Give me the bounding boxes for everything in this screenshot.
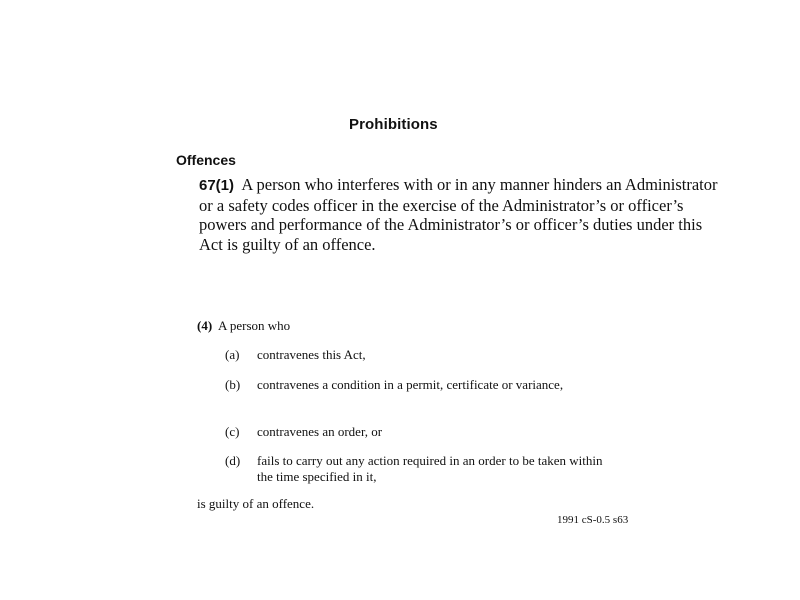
clause-text: contravenes this Act, [257,347,366,362]
clause-label: (a) [225,347,240,362]
clause-text: fails to carry out any action required in an order to be taken within the time specified in it, [257,453,603,484]
clause-label: (b) [225,377,241,392]
clause-text: contravenes an order, or [257,424,383,439]
clause-label: (d) [225,453,241,468]
clause-d [225,453,612,485]
legislative-citation: 1991 cS-0.5 s63 [557,514,629,526]
subsection-number: (4) [197,318,213,333]
subsection-closing: is guilty of an offence. [197,496,315,511]
section-67-1 [199,175,719,254]
clause-b [225,377,587,393]
section-text: A person who interferes with or in any manner hinders an Administrator or a safety codes officer in the exercise of the Administrator’s or officer’s powers and performance of the Administrator’s or officer’s duties under this Act is guilty of an offence. [199,175,718,254]
marginal-note: Offences [176,152,236,168]
clause-a [225,347,617,363]
subsection-intro-text: A person who [217,318,291,333]
clause-text: contravenes a condition in a permit, certificate or variance, [257,377,564,392]
section-number: 67(1) [199,177,235,194]
clause-c [225,424,617,440]
part-heading: Prohibitions [349,116,438,133]
clause-label: (c) [225,424,240,439]
subsection-4-intro [197,318,290,334]
